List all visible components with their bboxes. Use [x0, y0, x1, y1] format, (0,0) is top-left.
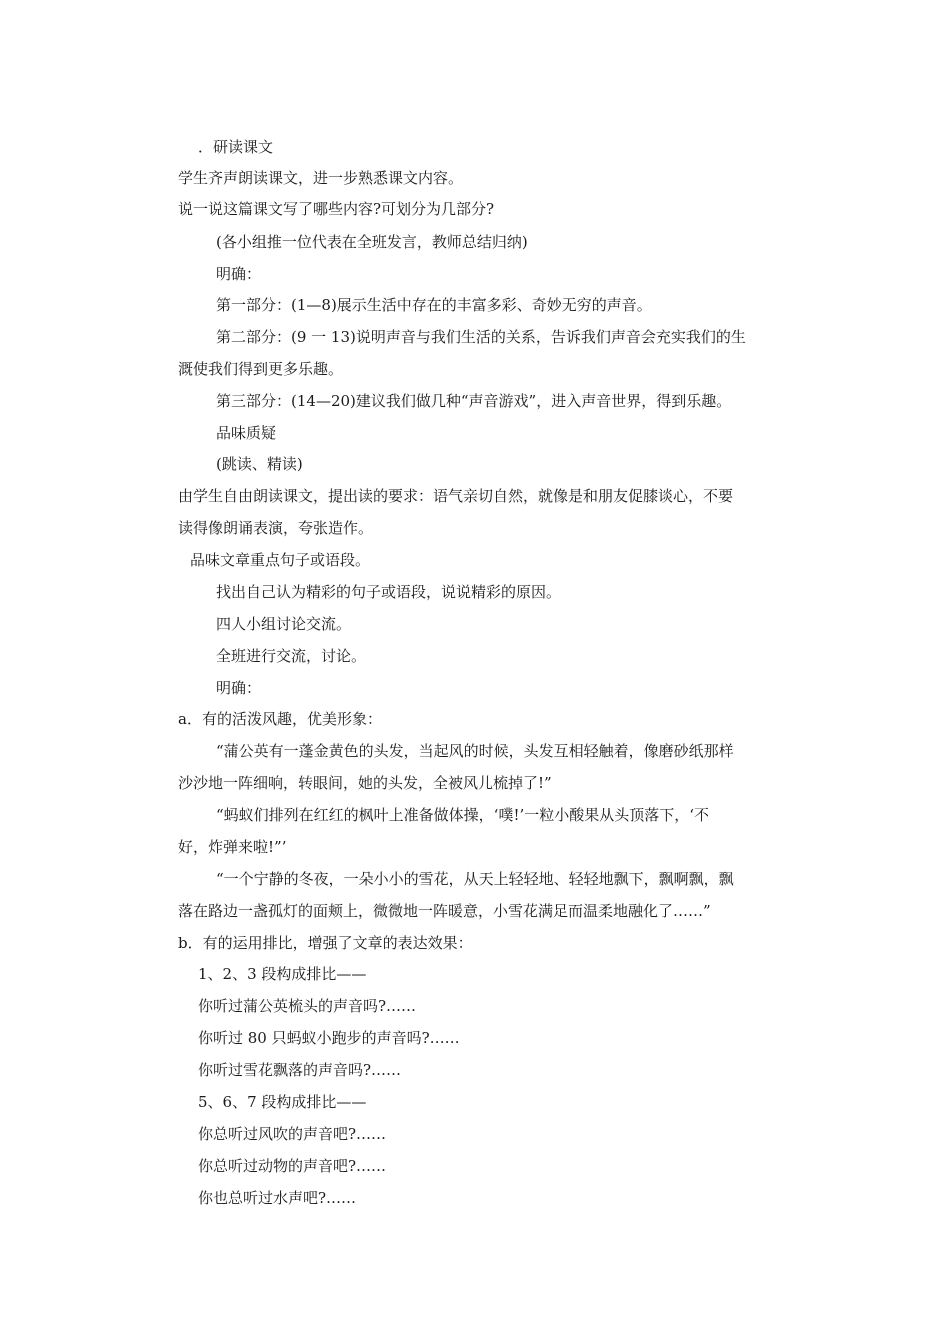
paragraph: 第一部分：(1—8)展示生活中存在的丰富多彩、奇妙无穷的声音。	[216, 296, 652, 314]
paragraph: 你听过 80 只蚂蚁小跑步的声音吗?……	[198, 1029, 460, 1047]
paragraph: 找出自己认为精彩的句子或语段，说说精彩的原因。	[216, 583, 562, 601]
paragraph: 第三部分：(14—20)建议我们做几种“声音游戏”，进入声音世界，得到乐趣。	[216, 392, 732, 410]
subheading: 品味质疑	[216, 424, 277, 442]
paragraph: 5、6、7 段构成排比——	[198, 1093, 367, 1111]
list-item-label: b．有的运用排比，增强了文章的表达效果：	[178, 934, 473, 952]
quote: 沙沙地一阵细响，转眼间，她的头发，全被风儿梳掉了!”	[178, 774, 552, 792]
paragraph: 你也总听过水声吧?……	[198, 1189, 357, 1207]
paragraph: 说一说这篇课文写了哪些内容?可划分为几部分?	[178, 200, 495, 218]
paragraph: 第二部分：(9 一 13)说明声音与我们生活的关系，告诉我们声音会充实我们的生	[216, 328, 746, 346]
quote: 好，炸弹来啦!”’	[178, 838, 287, 856]
quote: “一个宁静的冬夜，一朵小小的雪花，从天上轻轻地、轻轻地飘下，飘啊飘，飘	[216, 870, 734, 888]
quote: 落在路边一盏孤灯的面颊上，微微地一阵暖意，小雪花满足而温柔地融化了……”	[178, 902, 711, 920]
paragraph: 四人小组讨论交流。	[216, 615, 352, 633]
paragraph: 1、2、3 段构成排比——	[198, 965, 367, 983]
quote: “蒲公英有一蓬金黄色的头发，当起风的时候，头发互相轻触着，像磨砂纸那样	[216, 742, 734, 760]
list-item-label: a．有的活泼风趣，优美形象：	[178, 710, 382, 728]
paragraph: 你听过蒲公英梳头的声音吗?……	[198, 997, 417, 1015]
paragraph: 你总听过动物的声音吧?……	[198, 1157, 387, 1175]
paragraph: 明确：	[216, 679, 262, 697]
paragraph: 明确：	[216, 265, 262, 283]
paragraph: 读得像朗诵表演，夸张造作。	[178, 519, 374, 537]
section-heading: ．研读课文	[198, 138, 274, 156]
paragraph: 品味文章重点句子或语段。	[190, 551, 371, 569]
paragraph: 由学生自由朗读课文，提出读的要求：语气亲切自然，就像是和朋友促膝谈心，不要	[178, 487, 734, 505]
paragraph: 溉使我们得到更多乐趣。	[178, 360, 344, 378]
quote: “蚂蚁们排列在红红的枫叶上准备做体操，‘噗!’一粒小酸果从头顶落下，‘不	[216, 806, 710, 824]
paragraph: 学生齐声朗读课文，进一步熟悉课文内容。	[178, 169, 464, 187]
paragraph: (跳读、精读)	[216, 455, 303, 473]
paragraph: 你总听过风吹的声音吧?……	[198, 1125, 387, 1143]
paragraph: 你听过雪花飘落的声音吗?……	[198, 1061, 402, 1079]
paragraph: 全班进行交流，讨论。	[216, 647, 367, 665]
paragraph: (各小组推一位代表在全班发言，教师总结归纳)	[216, 233, 528, 251]
